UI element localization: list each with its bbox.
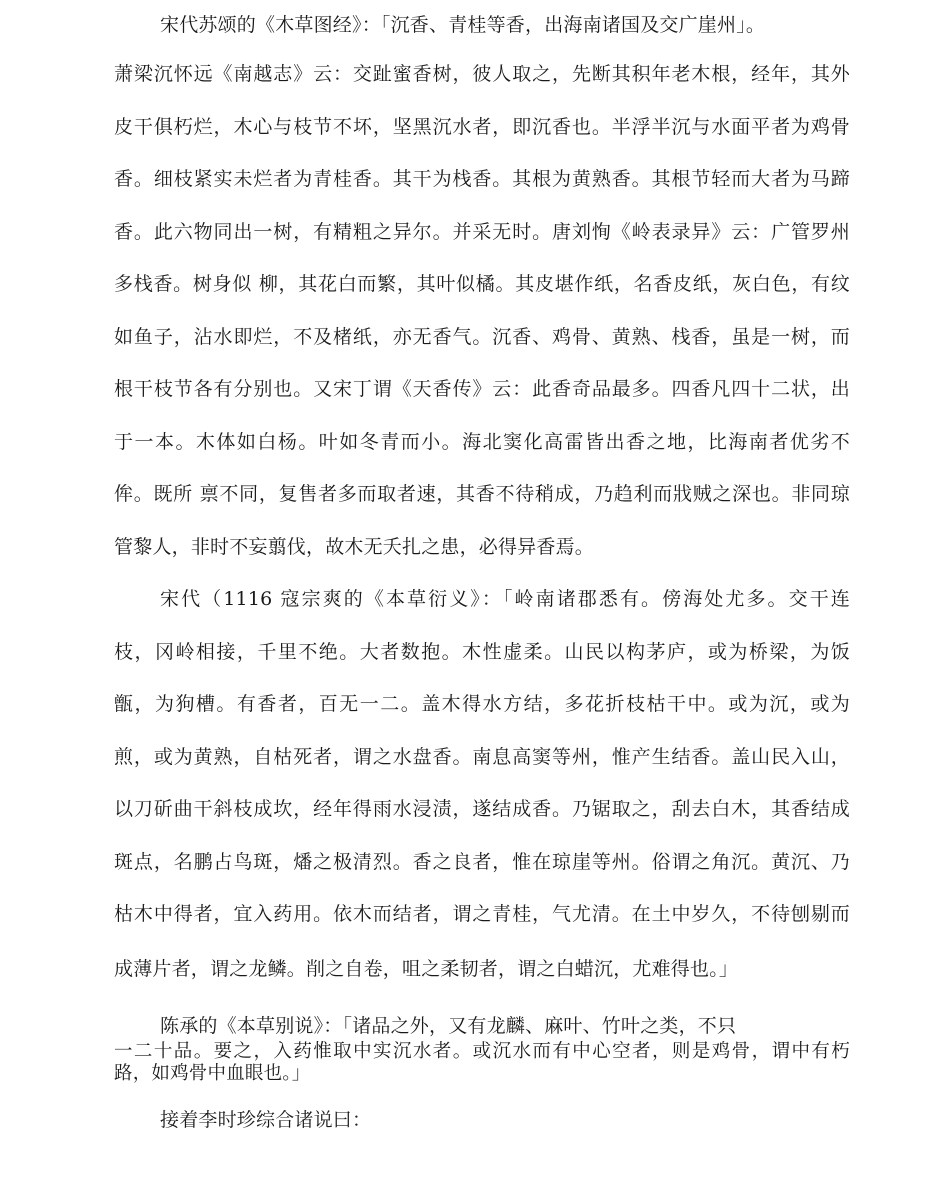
- paragraph-3-line-8: 成薄片者，谓之龙鳞。削之自卷，咀之柔韧者，谓之白蜡沉，尤难得也。」: [114, 958, 739, 980]
- paragraph-2-line-10: 管黎人，非时不妄翦伐，故木无夭扎之患，必得异香焉。: [114, 536, 595, 558]
- paragraph-4-line-1: 陈承的《本草别说》：「诸品之外，又有龙麟、麻叶、竹叶之类，不只: [160, 1015, 737, 1037]
- paragraph-2-line-5: 多栈香。树身似 柳，其花白而繁，其叶似橘。其皮堪作纸，名香皮纸，灰白色，有纹: [114, 273, 850, 295]
- paragraph-3-line-1: 宋代（1116 寇宗爽的《本草衍义》：「岭南诸郡悉有。傍海处尤多。交干连: [160, 588, 850, 610]
- paragraph-2-line-1: 萧梁沉怀远《南越志》云：交趾蜜香树，彼人取之，先断其积年老木根，经年，其外: [114, 63, 850, 85]
- paragraph-2-line-6: 如鱼子，沾水即烂，不及楮纸，亦无香气。沉香、鸡骨、黄熟、栈香，虽是一树，而: [114, 326, 850, 348]
- paragraph-2-line-9: 侔。既所 禀不同，复售者多而取者速，其香不待稍成，乃趋利而戕贼之深也。非同琼: [114, 483, 850, 505]
- paragraph-3-line-6: 斑点，名鹏占鸟斑，燔之极清烈。香之良者，惟在琼崖等州。俗谓之角沉。黄沉、乃: [114, 851, 850, 873]
- paragraph-3-line-2: 枝，冈岭相接，千里不绝。大者数抱。木性虚柔。山民以构茅庐，或为桥梁，为饭: [114, 641, 850, 663]
- paragraph-3-line-3: 甑，为狗槽。有香者，百无一二。盖木得水方结，多花折枝枯干中。或为沉，或为: [114, 693, 850, 715]
- paragraph-4-line-3: 路，如鸡骨中血眼也。」: [114, 1063, 311, 1084]
- paragraph-3-line-5: 以刀斫曲干斜枝成坎，经年得雨水浸渍，遂结成香。乃锯取之，刮去白木，其香结成: [114, 798, 850, 820]
- paragraph-5-line-1: 接着李时珍综合诸说曰：: [160, 1109, 372, 1131]
- paragraph-2-line-2: 皮干俱朽烂，木心与枝节不坏，坚黑沉水者，即沉香也。半浮半沉与水面平者为鸡骨: [114, 116, 850, 138]
- paragraph-4-line-2: 一二十品。要之，入药惟取中实沉水者。或沉水而有中心空者，则是鸡骨，谓中有朽: [114, 1041, 850, 1062]
- paragraph-2-line-8: 于一本。木体如白杨。叶如冬青而小。海北窦化高雷皆出香之地，比海南者优劣不: [114, 431, 850, 453]
- paragraph-2-line-4: 香。此六物同出一树，有精粗之异尔。并采无时。唐刘恂《岭表录异》云：广管罗州: [114, 221, 850, 243]
- paragraph-1-line-1: 宋代苏颂的《木草图经》：「沉香、青桂等香，出海南诸国及交广崖州」。: [160, 14, 766, 36]
- paragraph-2-line-7: 根干枝节各有分别也。又宋丁谓《天香传》云：此香奇品最多。四香凡四十二状，出: [114, 378, 850, 400]
- paragraph-2-line-3: 香。细枝紧实未烂者为青桂香。其干为栈香。其根为黄熟香。其根节轻而大者为马蹄: [114, 168, 850, 190]
- paragraph-3-line-4: 煎，或为黄熟，自枯死者，谓之水盘香。南息高窦等州，惟产生结香。盖山民入山，: [114, 746, 850, 768]
- paragraph-3-line-7: 枯木中得者，宜入药用。依木而结者，谓之青桂，气尤清。在土中岁久，不待刨剔而: [114, 903, 850, 925]
